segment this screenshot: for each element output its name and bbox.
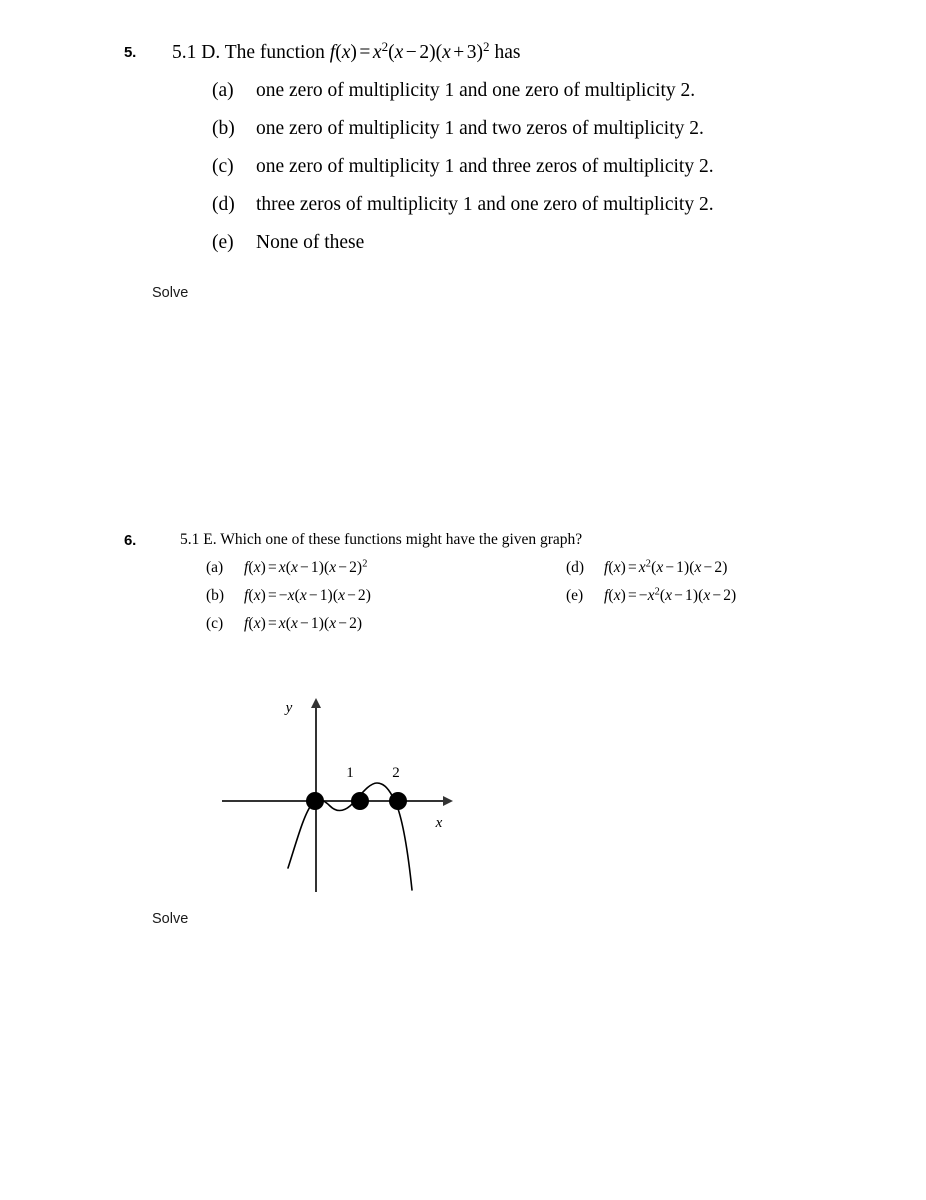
choice-e-expression: $f(x) = -x^2(x - 1)(x - 2)$	[604, 586, 737, 605]
choice-b[interactable]	[206, 587, 371, 616]
choice-c-tag: (c)	[212, 156, 234, 177]
choice-b-expression: f(x) = −x(x − 1)(x − 2)	[244, 586, 372, 604]
y-axis-label: y	[285, 700, 293, 716]
choice-e-tag: (e)	[566, 587, 584, 605]
choice-a-tag: (a)	[212, 80, 234, 101]
question-5-number: 5.	[124, 44, 137, 61]
choice-b-tag: (b)	[206, 586, 225, 604]
choice-e-tag: (e)	[212, 232, 234, 253]
question-6-number: 6.	[124, 532, 137, 549]
question-6-choices	[0, 558, 926, 650]
choice-d-tag: (d)	[566, 558, 585, 576]
choice-a-tag: (a)	[206, 558, 224, 576]
question-5-stem	[172, 39, 520, 64]
question-5-choices	[212, 80, 852, 270]
choice-d-expression: $f(x) = x^2(x - 1)(x - 2)$	[604, 558, 728, 576]
choice-c[interactable]	[212, 156, 852, 194]
choice-c-tag: (c)	[206, 615, 224, 632]
choice-e[interactable]	[566, 587, 736, 616]
solve-button-question-5[interactable]: Solve	[152, 285, 189, 301]
choice-e[interactable]	[212, 232, 852, 270]
tick-label-1: 1	[346, 765, 354, 781]
zero-marker-0	[306, 792, 324, 810]
choice-a-text: one zero of multiplicity 1 and one zero of multiplicity 2.	[256, 80, 696, 101]
choice-d[interactable]	[566, 558, 736, 587]
question-6-stem: 5.1 E. Which one of these functions might have the given graph?	[180, 531, 583, 548]
zero-marker-1	[351, 792, 369, 810]
question-5-stem-suffix: has	[494, 42, 521, 64]
tick-label-2: 2	[392, 765, 400, 781]
choice-a-expression: $f(x) = x(x - 1)(x - 2)^2$	[244, 558, 368, 576]
question-5-function-expression: $f(x) = x^2(x - 2)(x + 3)^2$	[329, 39, 490, 64]
choice-a[interactable]	[206, 558, 371, 587]
x-axis-arrowhead	[443, 796, 453, 806]
choice-c-expression: f(x) = x(x − 1)(x − 2)	[244, 615, 363, 632]
choice-b-tag: (b)	[212, 118, 235, 139]
choice-e-text: None of these	[256, 232, 365, 253]
y-axis-arrowhead	[311, 698, 321, 708]
zero-marker-2	[389, 792, 407, 810]
choice-b[interactable]	[212, 118, 852, 156]
choice-b-text: one zero of multiplicity 1 and two zeros of multiplicity 2.	[256, 118, 704, 139]
choice-c[interactable]	[206, 615, 371, 644]
question-6-choices-right-column	[566, 558, 736, 615]
choice-c-text: one zero of multiplicity 1 and three zeros of multiplicity 2.	[256, 156, 714, 177]
question-6-choices-left-column	[206, 558, 371, 644]
choice-a[interactable]	[212, 80, 852, 118]
choice-d[interactable]	[212, 194, 852, 232]
graph-svg	[200, 670, 490, 920]
polynomial-graph-figure	[200, 670, 490, 920]
choice-d-tag: (d)	[212, 194, 235, 215]
question-5-stem-prefix: 5.1 D. The function	[172, 42, 325, 64]
solve-button-question-6[interactable]: Solve	[152, 911, 189, 927]
x-axis-label: x	[435, 815, 443, 831]
choice-d-text: three zeros of multiplicity 1 and one zero of multiplicity 2.	[256, 194, 714, 215]
